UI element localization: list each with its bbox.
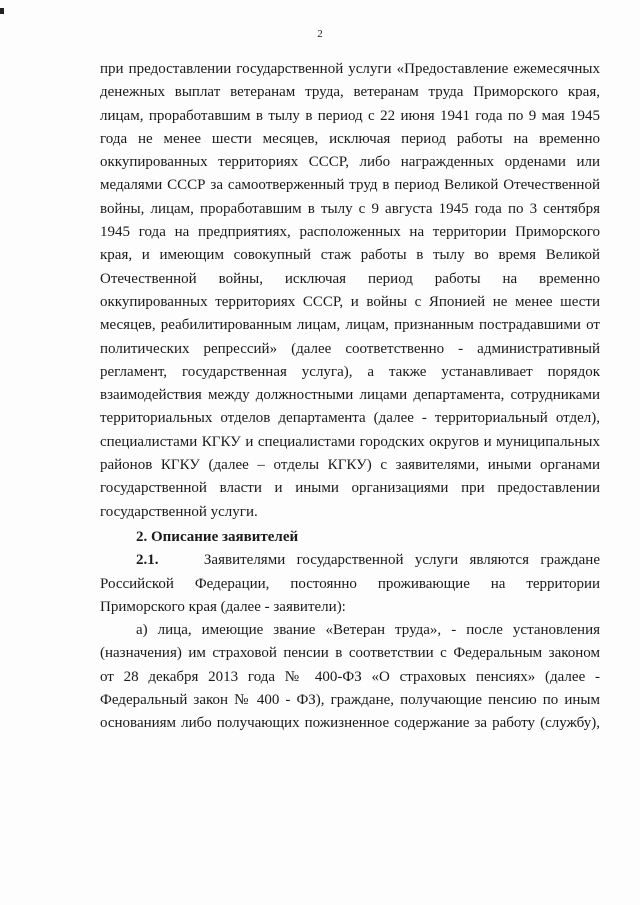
text-line: при предоставлении государственной услуги «Предоставление ежемесячных — [100, 61, 600, 77]
text-line: лицам, проработавшим в тылу в период с 22 июня 1941 года по 9 мая 1945 — [100, 107, 600, 124]
intro-paragraph — [100, 58, 600, 524]
text-line: оккупированных территориях СССР, и войны с Японией не менее шести — [100, 293, 600, 310]
text-line: взаимодействия между должностными лицами департамента, сотрудниками — [100, 387, 600, 404]
text-line: районов КГКУ (далее – отделы КГКУ) с заявителями, иными органами — [100, 457, 600, 474]
clause-first-line: а) лица, имеющие звание «Ветеран труда», - после установления — [136, 622, 600, 639]
clause-2-1 — [100, 549, 600, 619]
text-line: Федеральный закон № 400 - ФЗ), граждане, получающие пенсию по иным — [100, 692, 600, 709]
text-line: края, и имеющим совокупный стаж работы в тылу во время Великой — [100, 247, 600, 264]
text-line: специалистами КГКУ и специалистами городских округов и муниципальных — [100, 433, 600, 450]
text-line: месяцев, реабилитированным лицам, лицам, признанным пострадавшими от — [100, 317, 600, 334]
text-line: Приморского края (далее - заявители): — [100, 598, 346, 615]
scan-edge-mark — [0, 8, 4, 14]
clause-text: Заявителями государственной услуги являются граждане — [203, 552, 600, 569]
text-line: войны, лицам, проработавшим в тылу с 9 августа 1945 года по 3 сентября — [100, 200, 600, 217]
text-line: 1945 года на предприятиях, расположенных на территории Приморского — [100, 224, 600, 241]
text-line: основаниям либо получающих пожизненное содержание за работу (службу), — [100, 715, 600, 732]
text-line: Российской Федерации, постоянно проживающие на территории — [100, 575, 600, 592]
clause-a — [100, 619, 600, 735]
clause-number: 2.1. — [136, 552, 159, 569]
text-line: регламент, государственная услуга), а также устанавливает порядок — [100, 363, 600, 380]
text-line: оккупированных территориях СССР, либо награжденных орденами или — [100, 154, 600, 171]
text-line: территориальных отделов департамента (далее - территориальный отдел), — [100, 410, 600, 427]
text-line: от 28 декабря 2013 года № 400-ФЗ «О страховых пенсиях» (далее - — [100, 668, 600, 685]
text-line: денежных выплат ветеранам труда, ветеранам труда Приморского края, — [100, 84, 600, 101]
text-line: политических репрессий» (далее соответственно - административный — [100, 340, 600, 357]
text-line: государственной власти и иными организациями при предоставлении — [100, 480, 600, 497]
document-body — [100, 58, 600, 736]
text-line: медалями СССР за самоотверженный труд в период Великой Отечественной — [100, 177, 600, 194]
text-line: (назначения) им страховой пенсии в соответствии с Федеральным законом — [100, 645, 600, 662]
clause-first-line — [100, 549, 600, 572]
text-line: года не менее шести месяцев, исключая период работы на временно — [100, 130, 600, 147]
text-line: Отечественной войны, исключая период работы на временно — [100, 270, 600, 287]
section-heading: 2. Описание заявителей — [136, 528, 299, 545]
text-line: государственной услуги. — [100, 503, 258, 520]
page-number: 2 — [317, 28, 323, 40]
